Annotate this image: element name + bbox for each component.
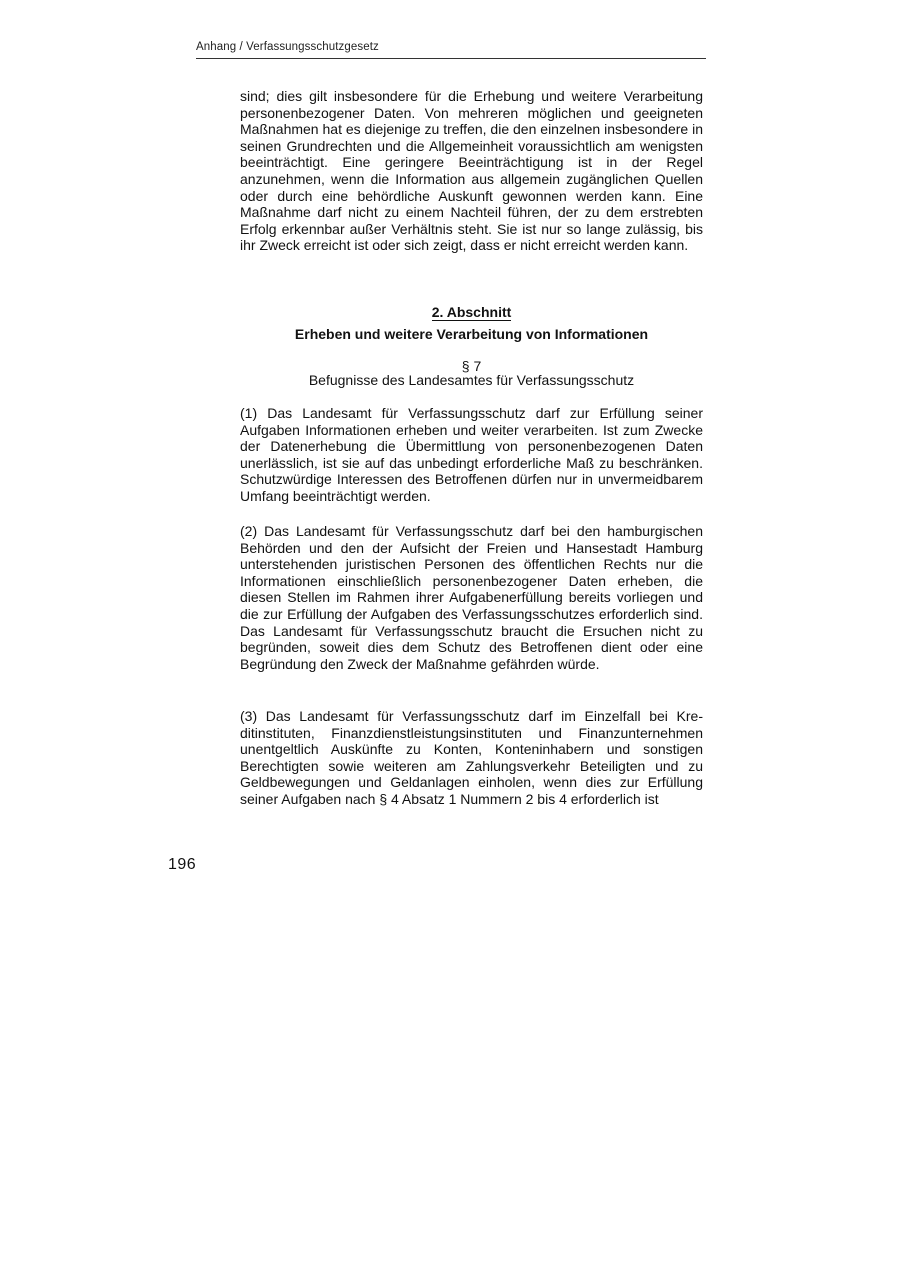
- subsection-3: (3) Das Landesamt für Verfassungsschutz darf im Einzelfall bei Kreditinstituten, Finanzdienstleistungsinstituten und Finanzunternehmen unentgeltlich Auskünfte zu Konten, Konteninhabern und sonstigen Berechtigten sowie weiteren am Zahlungsverkehr Beteiligten und zu Geldbewegungen und Geldanlagen einholen, wenn dies zur Erfüllung seiner Aufgaben nach § 4 Absatz 1 Nummern 2 bis 4 erforderlich ist: [240, 708, 703, 807]
- header-rule: [196, 58, 706, 59]
- running-head: Anhang / Verfassungsschutzgesetz: [196, 41, 379, 53]
- paragraph-title: Befugnisse des Landesamtes für Verfassungsschutz: [308, 372, 635, 388]
- intro-paragraph: sind; dies gilt insbesondere für die Erhebung und weitere Verarbeitung personenbezogener Daten. Von mehreren möglichen und geeigneten Maßnahmen hat es diejenige zu treffen, die den einzelnen insbesondere in seinen Grundrechten und die Allgemeinheit voraussichtlich am wenigsten beeinträchtigt. Eine geringere Beeinträchtigung ist in der Regel anzunehmen, wenn die Information aus allgemein zugänglichen Quellen oder durch eine behördliche Auskunft gewonnen werden kann. Eine Maßnahme darf nicht zu einem Nachteil führen, der zu dem erstrebten Erfolg erkennbar außer Verhältnis steht. Sie ist nur so lange zulässig, bis ihr Zweck erreicht ist oder sich zeigt, dass er nicht erreicht werden kann.: [240, 88, 703, 254]
- subsection-2: (2) Das Landesamt für Verfassungsschutz darf bei den hamburgischen Behörden und den der Aufsicht der Freien und Hansestadt Hamburg unterstehenden juristischen Personen des öffentlichen Rechts nur die Informationen einschließlich personenbezogener Daten erheben, die diesen Stellen im Rahmen ihrer Aufgabenerfüllung bereits vorliegen und die zur Erfüllung der Aufgaben des Verfassungsschutzes erforderlich sind. Das Landesamt für Verfassungsschutz braucht die Ersuchen nicht zu begründen, soweit dies dem Schutz des Betroffenen dient oder eine Begründung den Zweck der Maßnahme gefährden würde.: [240, 523, 703, 672]
- section-title: Erheben und weitere Verarbeitung von Informationen: [294, 326, 649, 342]
- page-number: 196: [168, 856, 197, 873]
- paragraph-sign: § 7: [461, 358, 482, 374]
- section-label: [240, 304, 703, 320]
- subsection-1: (1) Das Landesamt für Verfassungsschutz darf zur Erfüllung seiner Aufgaben Informationen erheben und weiter verarbeiten. Ist zum Zwecke der Datenerhebung die Übermittlung von personenbezogenen Daten unerlässlich, ist sie auf das unbedingt erforderliche Maß zu beschränken. Schutzwürdige Interessen des Betroffenen dürfen nur in unvermeidbarem Umfang beeinträchtigt werden.: [240, 405, 703, 504]
- section-label-text: 2. Abschnitt: [431, 304, 512, 320]
